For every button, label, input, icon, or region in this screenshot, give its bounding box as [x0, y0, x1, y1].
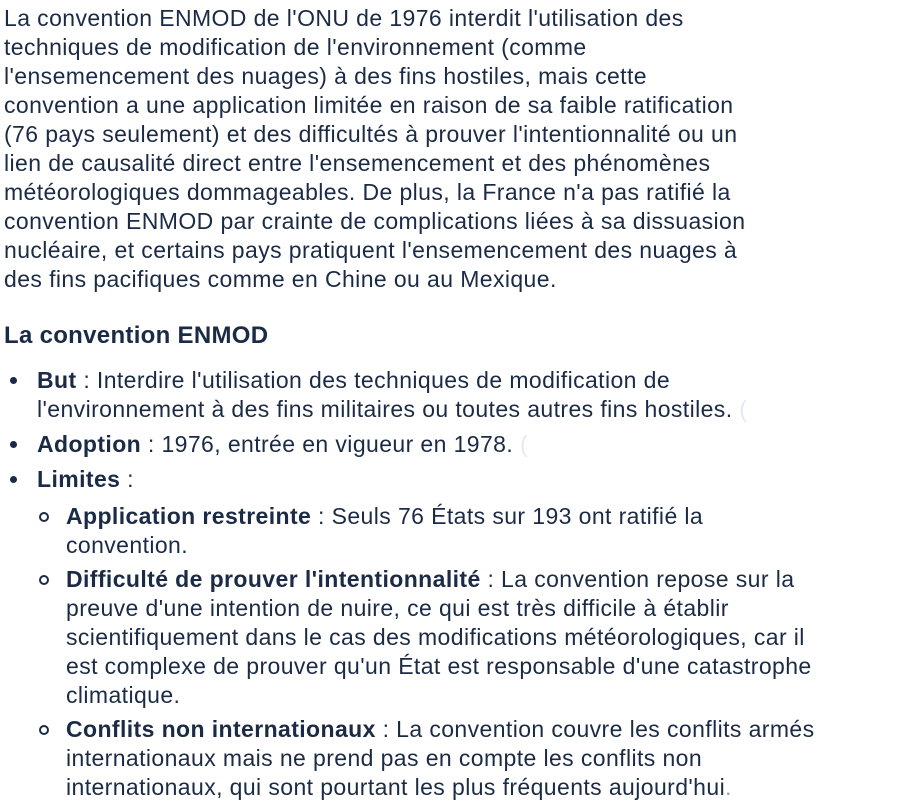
- text-line: [66, 531, 902, 560]
- bullet-list: [4, 366, 902, 807]
- bullet-text: : Interdire l'utilisation des techniques de modification de: [76, 367, 671, 393]
- bullet-text: :: [120, 466, 134, 492]
- text-line: [66, 623, 902, 652]
- text-line: [66, 594, 902, 623]
- text-line: [66, 502, 902, 531]
- section-heading: La convention ENMOD: [4, 322, 269, 349]
- list-item-difficulte-intentionnalite: [37, 565, 902, 710]
- text-line: [66, 681, 902, 710]
- text-line: [66, 652, 902, 681]
- list-item-content: [66, 565, 902, 710]
- list-item-conflits-non-internationaux: [37, 715, 902, 802]
- sub-bullet-text: : La convention repose sur la: [480, 566, 795, 592]
- text-line: [66, 565, 902, 594]
- sub-bullet-label: Conflits non internationaux: [66, 716, 376, 742]
- list-item-adoption: [4, 430, 902, 459]
- list-item-content: [37, 465, 902, 807]
- text-line: [66, 715, 902, 744]
- marker-column: [37, 565, 66, 585]
- text-line: convention a une application limitée en raison de sa faible ratification: [4, 92, 734, 118]
- faded-period-icon: .: [725, 774, 732, 800]
- bullet-text: : 1976, entrée en vigueur en 1978.: [141, 431, 514, 457]
- text-line: techniques de modification de l'environnement (comme: [4, 34, 587, 60]
- text-line: (76 pays seulement) et des difficultés à prouver l'intentionnalité ou un: [4, 121, 738, 147]
- intro-paragraph: [4, 4, 902, 294]
- sub-bullet-label: Difficulté de prouver l'intentionnalité: [66, 566, 481, 592]
- list-item-content: [66, 502, 902, 560]
- sub-bullet-text: internationaux, qui sont pourtant les plus fréquents aujourd'hui: [66, 774, 726, 800]
- marker-column: [37, 502, 66, 522]
- sub-bullet-text: internationaux mais ne prend pas en compte les conflits non: [66, 745, 703, 771]
- bullet-text: l'environnement à des fins militaires ou toutes autres fins hostiles.: [37, 396, 733, 422]
- text-line: [37, 430, 902, 459]
- bullet-label: But: [37, 367, 77, 393]
- sub-bullet-text: scientifiquement dans le cas des modifications météorologiques, car il: [66, 624, 805, 650]
- bullet-label: Limites: [37, 466, 121, 492]
- marker-column: [37, 715, 66, 735]
- bullet-dot-icon: [10, 377, 17, 384]
- sub-bullet-text: preuve d'une intention de nuire, ce qui est très difficile à établir: [66, 595, 729, 621]
- list-item-application-restreinte: [37, 502, 902, 560]
- circle-bullet-icon: [39, 725, 49, 735]
- text-line: [37, 395, 902, 424]
- faded-citation-icon: (: [519, 431, 529, 457]
- list-item-content: [66, 715, 902, 802]
- text-line: [37, 366, 902, 395]
- bullet-label: Adoption: [37, 431, 142, 457]
- text-line: lien de causalité direct entre l'ensemencement et des phénomènes: [4, 150, 711, 176]
- text-line: La convention ENMOD de l'ONU de 1976 interdit l'utilisation des: [4, 5, 684, 31]
- sub-bullet-label: Application restreinte: [66, 503, 312, 529]
- list-item-limites: [4, 465, 902, 807]
- sub-bullet-text: : Seuls 76 États sur 193 ont ratifié la: [311, 503, 704, 529]
- list-item-but: [4, 366, 902, 424]
- bullet-dot-icon: [10, 441, 17, 448]
- sub-bullet-text: : La convention couvre les conflits armés: [375, 716, 815, 742]
- text-line: [66, 744, 902, 773]
- circle-bullet-icon: [39, 575, 49, 585]
- sub-bullet-text: climatique.: [66, 682, 181, 708]
- faded-citation-icon: (: [739, 396, 748, 422]
- text-line: [37, 465, 902, 494]
- text-line: l'ensemencement des nuages) à des fins hostiles, mais cette: [4, 63, 647, 89]
- sub-bullet-text: est complexe de prouver qu'un État est responsable d'une catastrophe: [66, 653, 812, 679]
- text-line: convention ENMOD par crainte de complications liées à sa dissuasion: [4, 208, 746, 234]
- circle-bullet-icon: [39, 512, 49, 522]
- text-line: nucléaire, et certains pays pratiquent l'ensemencement des nuages à: [4, 237, 738, 263]
- text-line: [66, 773, 902, 802]
- text-line: météorologiques dommageables. De plus, la France n'a pas ratifié la: [4, 179, 731, 205]
- marker-column: [4, 430, 37, 448]
- list-item-content: [37, 366, 902, 424]
- marker-column: [4, 366, 37, 384]
- sub-bullet-list: [37, 502, 902, 802]
- text-line: des fins pacifiques comme en Chine ou au Mexique.: [4, 266, 557, 292]
- list-item-content: [37, 430, 902, 459]
- marker-column: [4, 465, 37, 483]
- bullet-dot-icon: [10, 476, 17, 483]
- sub-bullet-text: convention.: [66, 532, 189, 558]
